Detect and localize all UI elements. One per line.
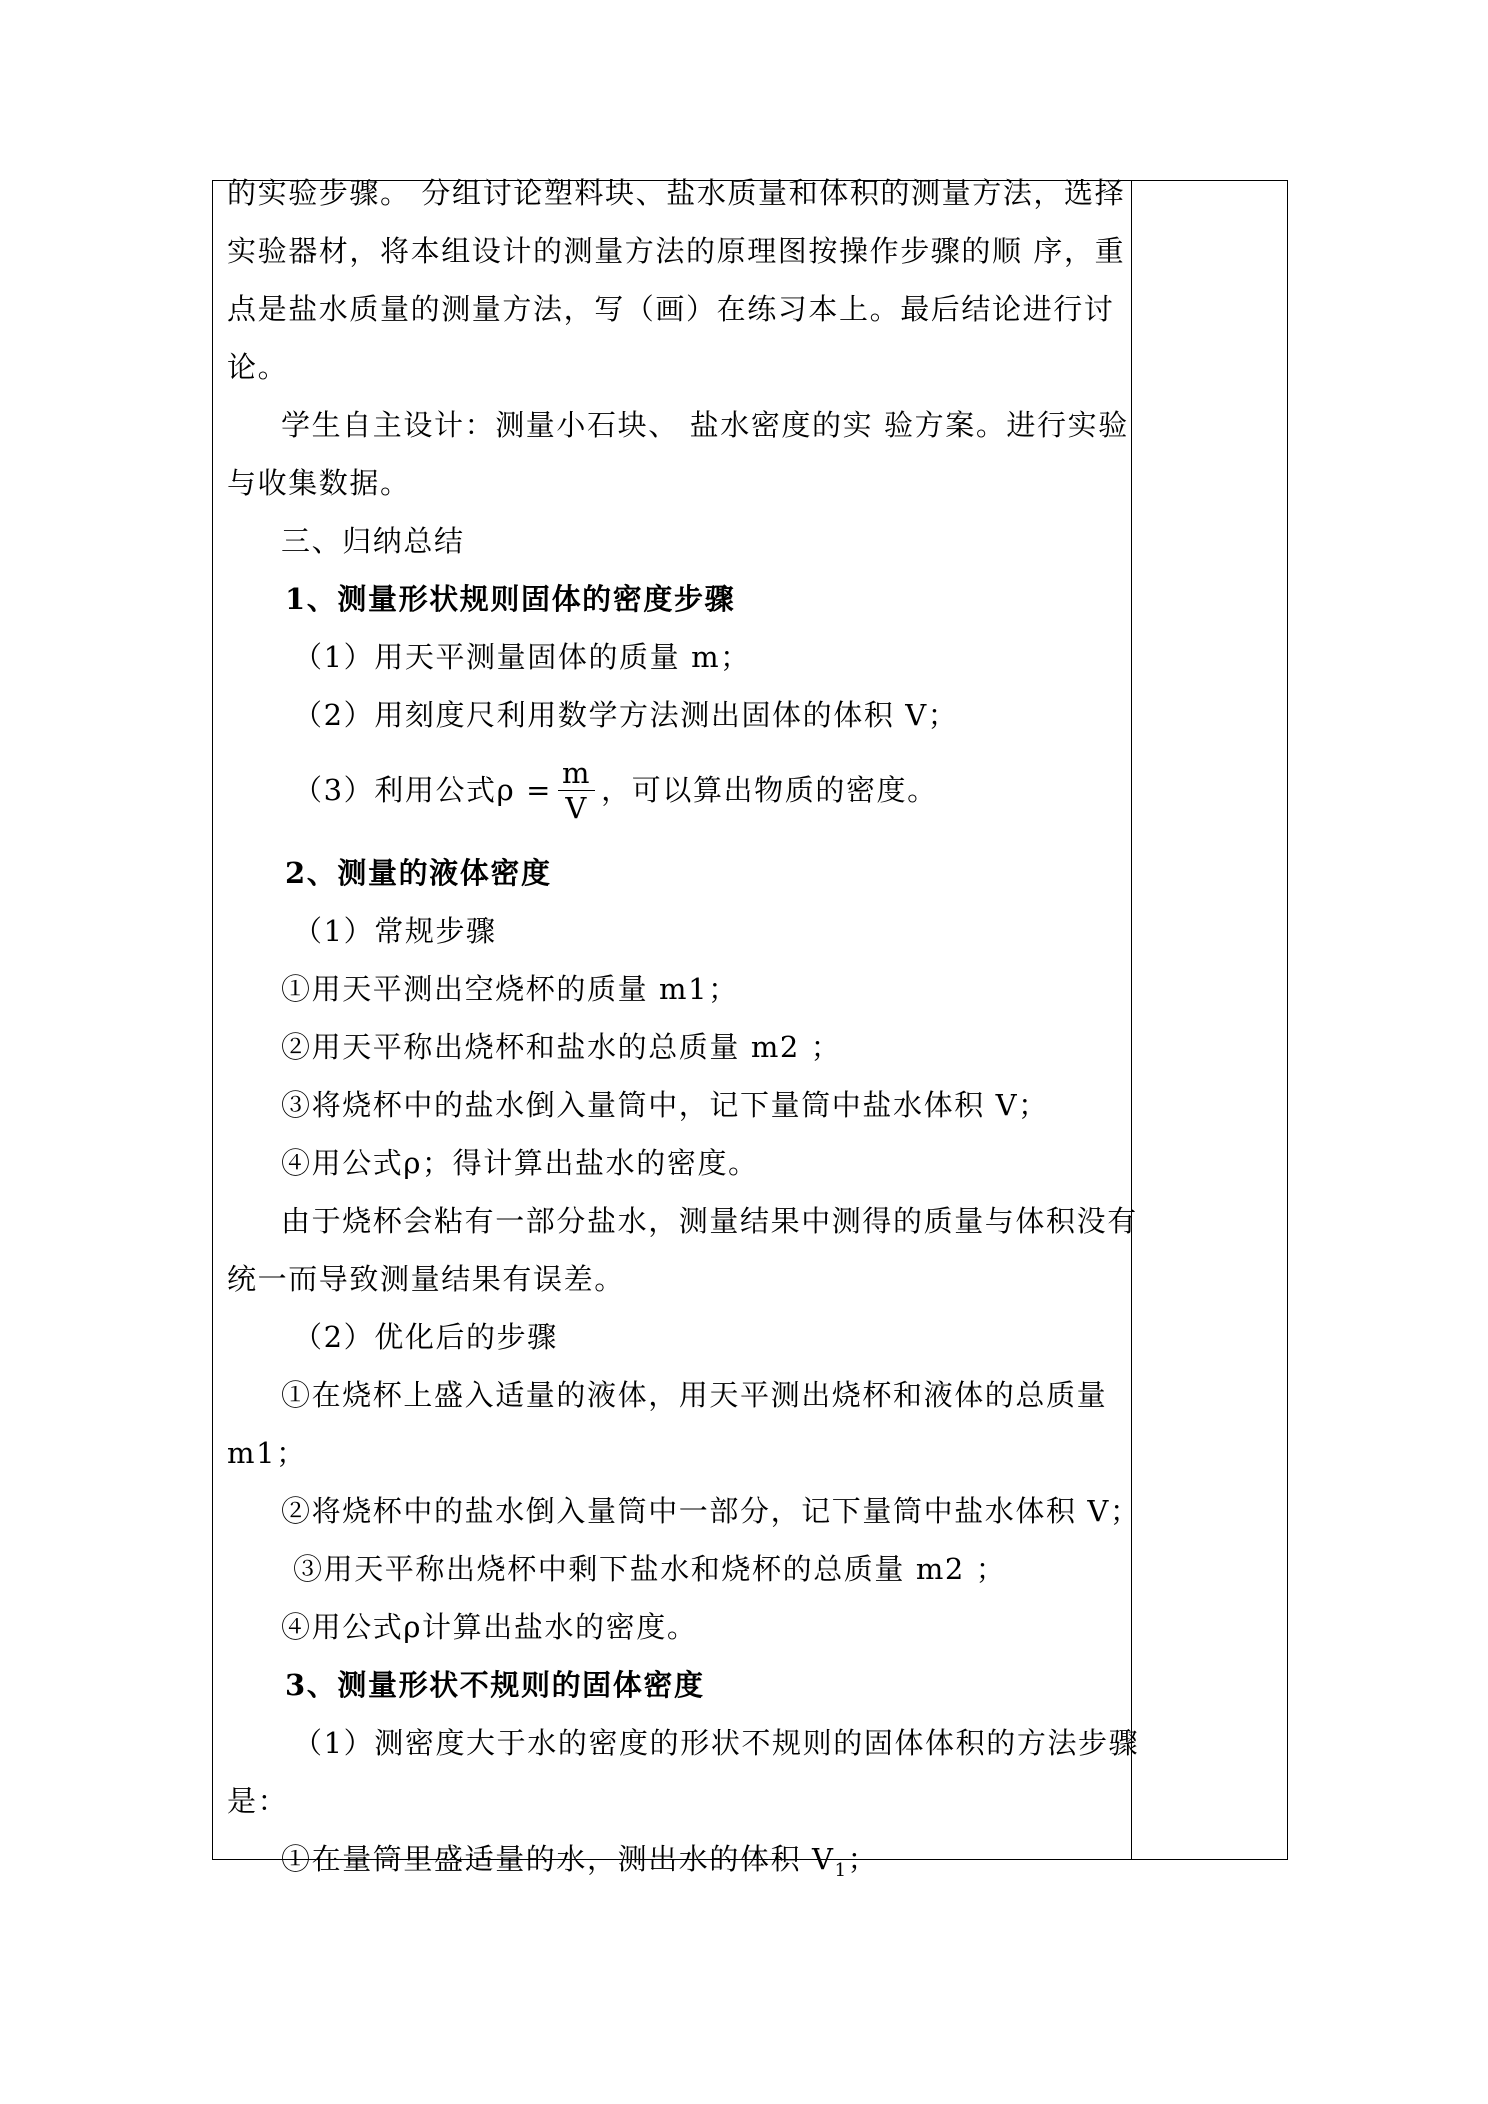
- text-line: 实验器材，将本组设计的测量方法的原理图按操作步骤的顺 序，重: [227, 234, 1126, 268]
- text-line: 论。: [227, 350, 289, 384]
- text-line: ①在烧杯上盛入适量的液体，用天平测出烧杯和液体的总质量: [281, 1378, 1108, 1412]
- text-line: 点是盐水质量的测量方法，写（画）在练习本上。最后结论进行讨: [227, 292, 1115, 326]
- density-fraction: [558, 756, 595, 825]
- formula-line: [293, 754, 938, 827]
- subscript: 1: [834, 1859, 848, 1881]
- formula-prefix: （3）利用公式: [293, 773, 497, 807]
- rho-symbol: ρ =: [496, 773, 553, 807]
- formula-suffix: ，可以算出物质的密度。: [601, 773, 938, 807]
- column-divider: [1131, 181, 1132, 1859]
- text-line: m1；: [227, 1436, 307, 1470]
- text-line: ②将烧杯中的盐水倒入量筒中一部分，记下量筒中盐水体积 V；: [281, 1494, 1141, 1528]
- text-line: ③用天平称出烧杯中剩下盐水和烧杯的总质量 m2 ；: [293, 1552, 1007, 1586]
- fraction-numerator: m: [558, 756, 595, 791]
- section-heading: 3、测量形状不规则的固体密度: [285, 1668, 705, 1702]
- text-line: （2）优化后的步骤: [293, 1320, 558, 1354]
- text-span: ①在量筒里盛适量的水，测出水的体积 V: [281, 1842, 835, 1876]
- text-line: 由于烧杯会粘有一部分盐水，测量结果中测得的质量与体积没有: [281, 1204, 1138, 1238]
- text-line: ④用公式ρ计算出盐水的密度。: [281, 1610, 698, 1644]
- text-line: 的实验步骤。 分组讨论塑料块、盐水质量和体积的测量方法，选择: [227, 176, 1126, 210]
- section-heading: 2、测量的液体密度: [285, 856, 552, 890]
- text-span: ；: [847, 1842, 879, 1876]
- text-line: （2）用刻度尺利用数学方法测出固体的体积 V；: [293, 698, 959, 732]
- section-heading: 1、测量形状规则固体的密度步骤: [285, 582, 736, 616]
- section-heading: 三、归纳总结: [281, 524, 465, 558]
- text-line: 学生自主设计：测量小石块、 盐水密度的实 验方案。进行实验: [281, 408, 1129, 442]
- text-line: 是：: [227, 1784, 289, 1818]
- text-line: （1）常规步骤: [293, 914, 497, 948]
- text-line: [281, 1839, 878, 1891]
- text-line: ②用天平称出烧杯和盐水的总质量 m2 ；: [281, 1030, 842, 1064]
- text-line: （1）用天平测量固体的质量 m；: [293, 640, 751, 674]
- text-line: （1）测密度大于水的密度的形状不规则的固体体积的方法步骤: [293, 1726, 1140, 1760]
- text-line: 统一而导致测量结果有误差。: [227, 1262, 625, 1296]
- fraction-denominator: V: [565, 790, 588, 825]
- lesson-table: [212, 176, 1288, 1881]
- text-line: 与收集数据。: [227, 466, 411, 500]
- text-line: ①用天平测出空烧杯的质量 m1；: [281, 972, 739, 1006]
- text-line: ③将烧杯中的盐水倒入量筒中，记下量筒中盐水体积 V；: [281, 1088, 1049, 1122]
- text-line: ④用公式ρ；得计算出盐水的密度。: [281, 1146, 759, 1180]
